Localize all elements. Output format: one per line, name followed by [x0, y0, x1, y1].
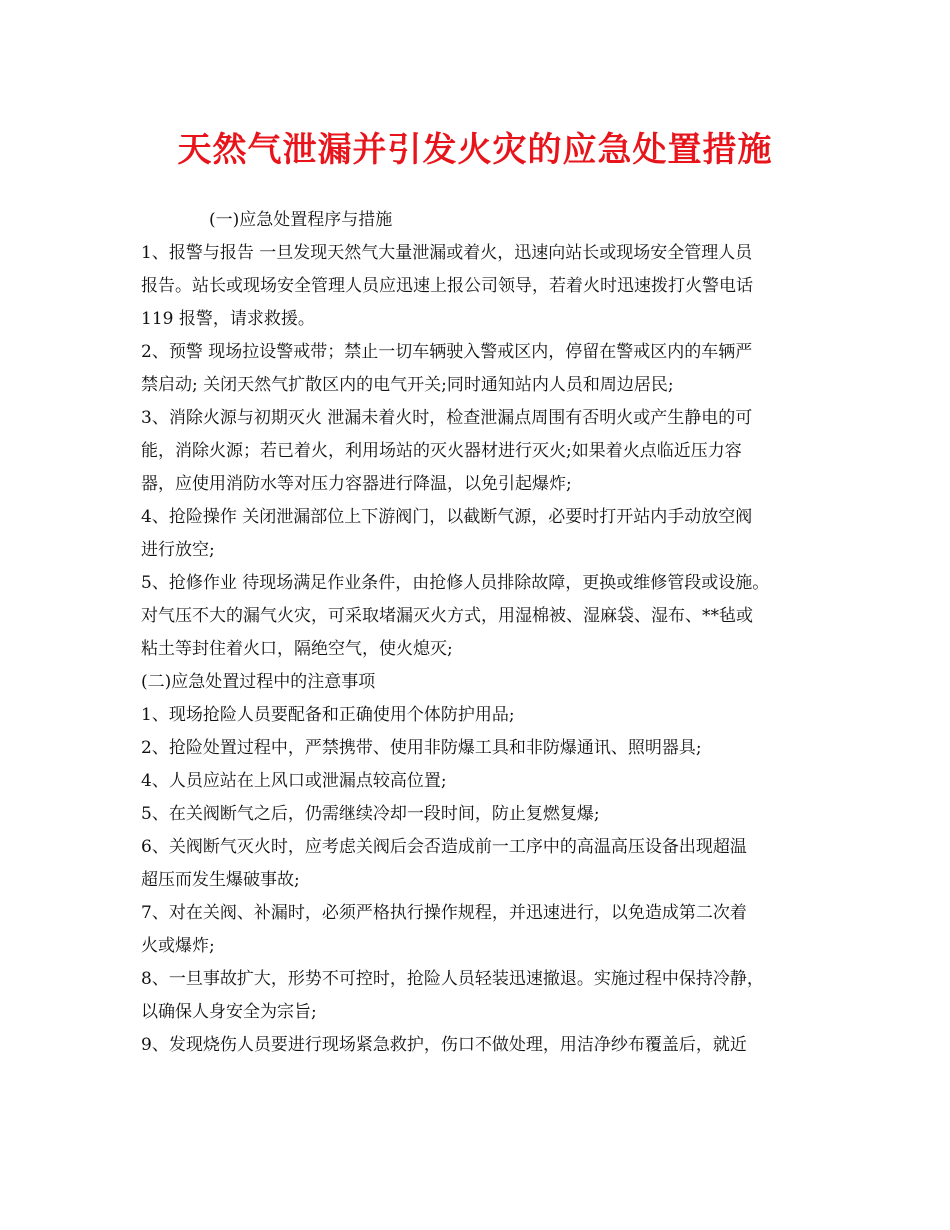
text-line: 5、抢修作业 待现场满足作业条件，由抢修人员排除故障，更换或维修管段或设施。: [141, 573, 770, 593]
document-body: [141, 204, 831, 1062]
text-line: 119 报警，请求救援。: [141, 309, 315, 329]
text-line: 5、在关阀断气之后，仍需继续冷却一段时间，防止复燃复爆;: [141, 804, 600, 824]
text-line: 3、消除火源与初期灭火 泄漏未着火时，检查泄漏点周围有否明火或产生静电的可: [141, 408, 753, 428]
text-line: 6、关阀断气灭火时，应考虑关阀后会否造成前一工序中的高温高压设备出现超温: [141, 837, 747, 857]
text-line: 2、预警 现场拉设警戒带；禁止一切车辆驶入警戒区内，停留在警戒区内的车辆严: [141, 342, 753, 362]
text-line: (二)应急处置过程中的注意事项: [141, 672, 376, 692]
text-line: 7、对在关阀、补漏时，必须严格执行操作规程，并迅速进行，以免造成第二次着: [141, 903, 747, 923]
text-line: 8、一旦事故扩大，形势不可控时，抢险人员轻装迅速撤退。实施过程中保持冷静，: [141, 969, 764, 989]
text-line: (一)应急处置程序与措施: [209, 210, 393, 230]
text-line: 能，消除火源；若已着火，利用场站的灭火器材进行灭火;如果着火点临近压力容: [141, 441, 742, 461]
text-line: 1、报警与报告 一旦发现天然气大量泄漏或着火，迅速向站长或现场安全管理人员: [141, 243, 753, 263]
text-line: 火或爆炸;: [141, 936, 215, 956]
text-line: 以确保人身安全为宗旨;: [141, 1002, 317, 1022]
text-line: 9、发现烧伤人员要进行现场紧急救护，伤口不做处理，用洁净纱布覆盖后，就近: [141, 1035, 747, 1055]
text-line: 4、抢险操作 关闭泄漏部位上下游阀门，以截断气源，必要时打开站内手动放空阀: [141, 507, 753, 527]
text-line: 超压而发生爆破事故;: [141, 870, 300, 890]
text-line: 4、人员应站在上风口或泄漏点较高位置;: [141, 771, 447, 791]
text-line: 禁启动; 关闭天然气扩散区内的电气开关;同时通知站内人员和周边居民;: [141, 375, 674, 395]
page-title: 天然气泄漏并引发火灾的应急处置措施: [177, 130, 773, 170]
text-line: 粘土等封住着火口，隔绝空气，使火熄灭;: [141, 639, 453, 659]
text-line: 对气压不大的漏气火灾，可采取堵漏灭火方式，用湿棉被、湿麻袋、湿布、**毡或: [141, 606, 753, 626]
text-line: 进行放空;: [141, 540, 215, 560]
text-line: 报告。站长或现场安全管理人员应迅速上报公司领导，若着火时迅速拨打火警电话: [141, 276, 753, 296]
text-line: 器，应使用消防水等对压力容器进行降温，以免引起爆炸;: [141, 474, 572, 494]
text-line: 2、抢险处置过程中，严禁携带、使用非防爆工具和非防爆通讯、照明器具;: [141, 738, 702, 758]
text-line: 1、现场抢险人员要配备和正确使用个体防护用品;: [141, 705, 515, 725]
